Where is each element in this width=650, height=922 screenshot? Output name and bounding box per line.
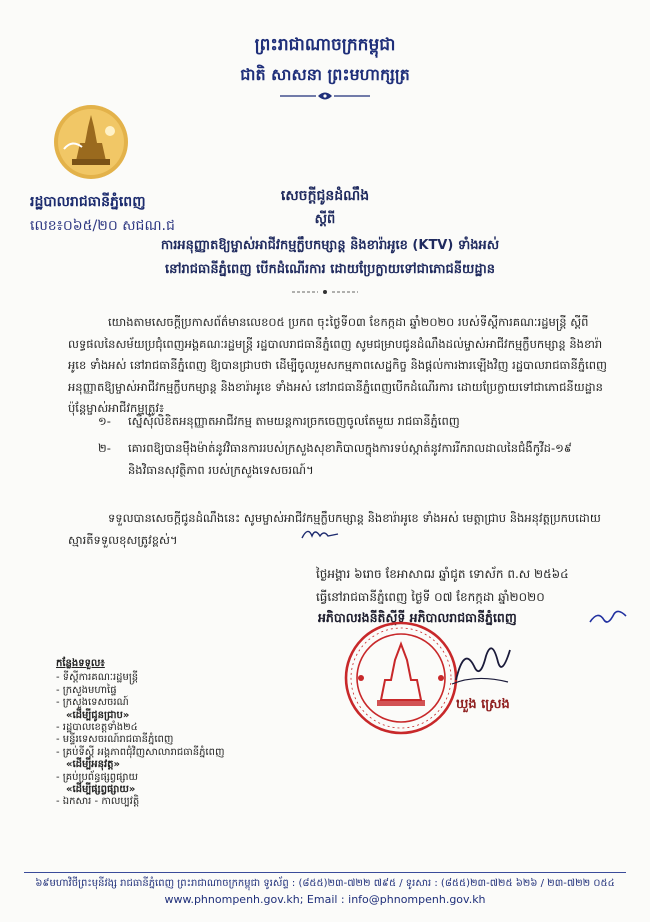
signature-icon [446, 636, 516, 690]
recipient-purpose: «ដើម្បីជូនជ្រាប» [66, 709, 130, 721]
recipient-purpose: «ដើម្បីផ្សព្វផ្សាយ» [66, 784, 136, 796]
footer-divider [24, 872, 626, 873]
recipient-line: - រដ្ឋបាលខេត្តទាំង២៤ [56, 722, 138, 734]
document-type: សេចក្ដីជូនដំណឹង [280, 188, 370, 204]
solar-date: ធ្វើនៅរាជធានីភ្នំពេញ ថ្ងៃទី ០៧ ខែកក្កដា ឆ្នាំ២០២០ [316, 590, 545, 604]
issuing-authority: រដ្ឋបាលរាជធានីភ្នំពេញ [30, 194, 146, 210]
requirement-item [98, 438, 618, 481]
body-paragraph-2: ទទួលបានសេចក្ដីជូនដំណឹងនេះ សូមម្ចាស់អាជីវកម្មក្លឹបកម្សាន្ត និងខារ៉ាអូខេ ទាំងអស់ មេត្តាជ្រាប និងអនុវត្តប្រកបដោយស្មារតីទទួលខុសត្រូវខ្ពស់។ [68, 511, 601, 547]
footer-address: ៦៩មហាវិថីព្រះមុនីវង្ស រាជធានីភ្នំពេញ ព្រះរាជាណាចក្រកម្ពុជា ទូរស័ព្ទ : (៨៥៥)២៣-៧២២ ៧៩៥ / ទូរសារ : (៨៥៥)២៣-៧២៥ ៦២៦ / ២៣-៧២២ ០៥៤ [35, 878, 615, 889]
official-seal-icon [343, 620, 459, 736]
document-about-label: ស្ដីពី [314, 212, 336, 227]
recipient-line: - ទីស្ដីការគណៈរដ្ឋមន្ត្រី [56, 672, 139, 684]
item-text-continued: និងវិធានសុវត្ថិភាព របស់ក្រសួងទេសចរណ៍។ [128, 462, 314, 477]
body-paragraph-1: យោងតាមសេចក្ដីប្រកាសព័ត៌មានលេខ០៥ ប្រកព ចុះថ្ងៃទី០៣ ខែកក្កដា ឆ្នាំ២០២០ របស់ទីស្ដីការគណៈរដ្ឋមន្ត្រី ស្ដីពីលទ្ធផលនៃសម័យប្រជុំពេញអង្គគណៈរដ្ឋមន្ត្រី រដ្ឋបាលរាជធានីភ្នំពេញ សូមជម្រាបជូនដំណឹងដល់ម្ចាស់អាជីវកម្មក្លឹបកម្សាន្ត និងខារ៉ាអូខេ ទាំងអស់ នៅរាជធានីភ្នំពេញ ឱ្យបានជ្រាបថា ដើម្បីចូលរួមសកម្មភាពសេដ្ឋកិច្ច និងផ្ដល់ការងារឡើងវិញ រដ្ឋបាលរាជធានីភ្នំពេញ អនុញ្ញាតឱ្យម្ចាស់អាជីវកម្មក្លឹបកម្សាន្ត និងខារ៉ាអូខេ ទាំងអស់ នៅរាជធានីភ្នំពេញបើកដំណើរការ ដោយប្រែក្លាយទៅជាភោជនីយដ្ឋាន ប៉ុន្ដែម្ចាស់អាជីវកម្មត្រូវ៖ [68, 315, 607, 415]
lunar-date: ថ្ងៃអង្គារ ៦រោច ខែអាសាឍ ឆ្នាំជូត ទោស័ក ព.ស ២៥៦៤ [316, 567, 569, 581]
handwritten-mark-icon [588, 606, 628, 628]
reference-number: លេខ៖០៦៥/២០ សជណ.ជ [30, 218, 175, 234]
signatory-title: អភិបាលរងនីតិស្ដីទី អភិបាលរាជធានីភ្នំពេញ [318, 610, 517, 625]
recipients-list [56, 658, 224, 809]
item-number: ១- [98, 414, 111, 428]
recipient-line: - គ្រប់ទីស្ដី អង្គភាពជុំវិញសាលារាជធានីភ្នំពេញ [56, 746, 225, 758]
item-text: ស្នើសុំលិខិតអនុញ្ញាតអាជីវកម្ម តាមយន្តការច្រកចេញចូលតែមួយ រាជធានីភ្នំពេញ [128, 414, 460, 428]
initial-mark-icon [300, 524, 340, 542]
recipient-line: - មន្ទីរទេសចរណ៍រាជធានីភ្នំពេញ [56, 734, 174, 746]
recipient-line: - គ្រប់ប្រព័ន្ធផ្សព្វផ្សាយ [56, 771, 139, 783]
subject-divider-icon [292, 288, 358, 296]
subject-line-1: ការអនុញ្ញាតឱ្យម្ចាស់អាជីវកម្មក្លឹបកម្សាន្ត និងខារ៉ាអូខេ (KTV) ទាំងអស់ [160, 238, 500, 253]
item-number: ២- [98, 441, 111, 455]
phnom-penh-emblem-icon [52, 103, 130, 181]
recipient-line: - ក្រសួងទេសចរណ៍ [56, 697, 129, 709]
national-motto: ជាតិ សាសនា ព្រះមហាក្សត្រ [240, 65, 410, 84]
recipients-heading: កន្លែងទទួល៖ [56, 658, 105, 669]
ornament-divider-icon [280, 89, 370, 103]
item-text: គោរពឱ្យបានម៉ឹងម៉ាត់នូវវិធានការរបស់ក្រសួងសុខាភិបាលក្នុងការទប់ស្កាត់នូវការរីករាលដាលនៃជំងឺកូវីដ-១៩ [128, 441, 572, 455]
subject-line-2: នៅរាជធានីភ្នំពេញ បើកដំណើរការ ដោយប្រែក្លាយទៅជាភោជនីយដ្ឋាន [165, 262, 495, 277]
signatory-name: ឃួង ស្រេង [456, 697, 510, 712]
recipient-line: - ក្រសួងមហាផ្ទៃ [56, 684, 117, 696]
kingdom-heading: ព្រះរាជាណាចក្រកម្ពុជា [254, 35, 396, 55]
recipient-line: - ឯកសារ - កាលប្បវត្តិ [56, 796, 140, 808]
footer-contact: www.phnompenh.gov.kh; Email : info@phnompenh.gov.kh [164, 893, 486, 906]
recipient-purpose: «ដើម្បីអនុវត្ត» [66, 759, 120, 771]
requirement-item [98, 411, 618, 433]
